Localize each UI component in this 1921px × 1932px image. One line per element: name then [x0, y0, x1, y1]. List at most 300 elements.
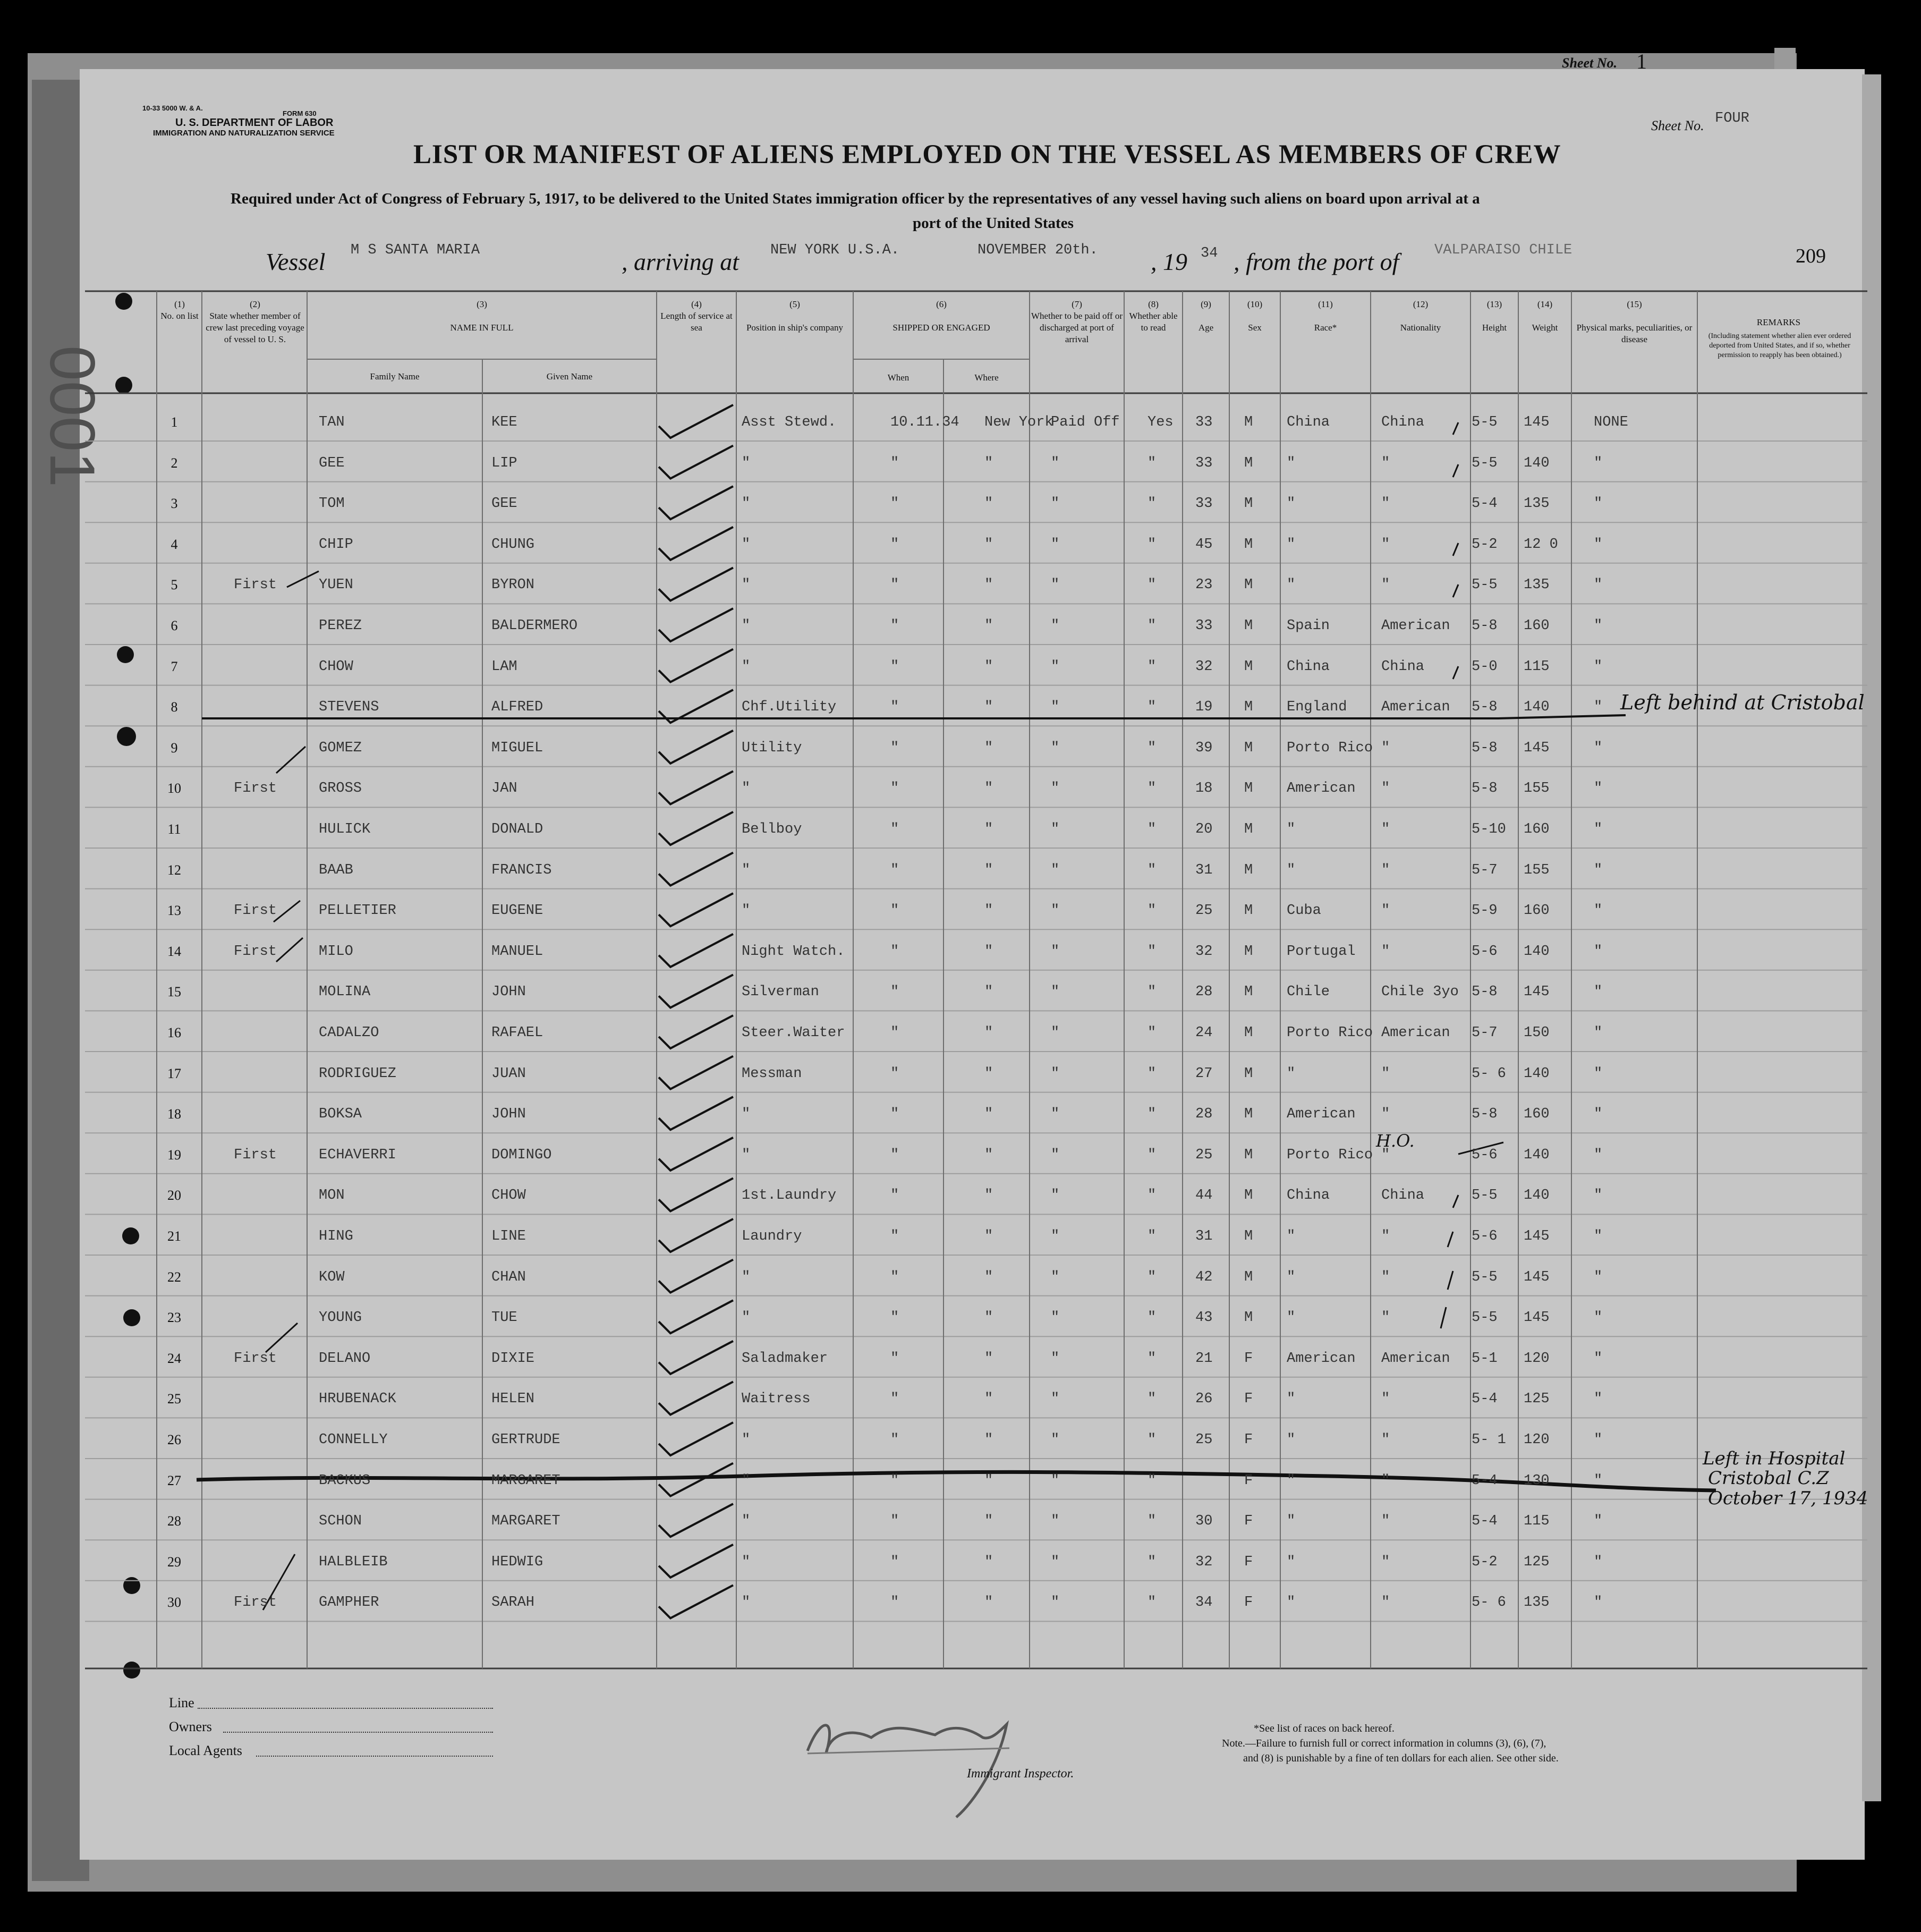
- cell-able-to-read: Yes: [1148, 414, 1174, 430]
- cell-physical-marks: ": [1594, 1188, 1603, 1204]
- cell-family-name: HING: [319, 1228, 353, 1244]
- cell-age: 31: [1195, 1228, 1213, 1244]
- cell-weight: 125: [1524, 1554, 1550, 1570]
- cell-physical-marks: ": [1594, 577, 1603, 594]
- cell-height: 5-5: [1472, 1310, 1498, 1326]
- cell-given-name: JOHN: [491, 1106, 526, 1123]
- cell-nationality: American: [1381, 699, 1450, 716]
- cell-previous-voyage: First: [234, 1595, 277, 1611]
- cell-able-to-read: ": [1148, 455, 1157, 471]
- cell-able-to-read: ": [1148, 1065, 1157, 1082]
- cell-weight: 160: [1524, 903, 1550, 919]
- cell-race: ": [1287, 1472, 1296, 1489]
- cell-family-name: ECHAVERRI: [319, 1147, 396, 1163]
- remarks-header: REMARKS: [1756, 317, 1801, 327]
- cell-age: 33: [1195, 455, 1213, 471]
- cell-row-number: 2: [171, 455, 178, 471]
- cell-shipped-when: ": [890, 740, 899, 756]
- cell-physical-marks: ": [1594, 903, 1603, 919]
- cell-family-name: DELANO: [319, 1350, 371, 1367]
- cell-able-to-read: ": [1148, 658, 1157, 675]
- cell-given-name: JOHN: [491, 984, 526, 1001]
- cell-position: ": [742, 536, 751, 553]
- cell-weight: 160: [1524, 821, 1550, 837]
- cell-weight: 120: [1524, 1432, 1550, 1448]
- local-agents-underline: [256, 1756, 493, 1757]
- cell-weight: 140: [1524, 1065, 1550, 1082]
- cell-height: 5-4: [1472, 1391, 1498, 1408]
- cell-sex: M: [1244, 414, 1253, 430]
- cell-nationality: ": [1381, 821, 1390, 837]
- cell-race: ": [1287, 1391, 1296, 1408]
- cell-row-number: 11: [167, 821, 181, 837]
- cell-nationality: ": [1381, 455, 1390, 471]
- cell-weight: 12 0: [1524, 536, 1558, 553]
- cell-weight: 145: [1524, 740, 1550, 756]
- cell-shipped-where: ": [984, 1147, 993, 1163]
- cell-sex: F: [1244, 1595, 1253, 1611]
- col-6-header: (6) SHIPPED OR ENGAGED: [892, 299, 990, 333]
- cell-shipped-when: ": [890, 1513, 899, 1530]
- cell-able-to-read: ": [1148, 1472, 1157, 1489]
- cell-weight: 145: [1524, 1310, 1550, 1326]
- cell-sex: M: [1244, 658, 1253, 675]
- cell-shipped-when: ": [890, 1065, 899, 1082]
- cell-weight: 130: [1524, 1472, 1550, 1489]
- cell-race: ": [1287, 862, 1296, 878]
- cell-position: 1st.Laundry: [742, 1188, 837, 1204]
- row27-remark-2: Cristobal C.Z: [1708, 1468, 1829, 1489]
- cell-position: Waitress: [742, 1391, 811, 1408]
- col-3-given: Given Name: [546, 371, 593, 382]
- cell-age: 28: [1195, 984, 1213, 1001]
- cell-shipped-where: ": [984, 1513, 993, 1530]
- cell-position: Utility: [742, 740, 802, 756]
- cell-family-name: PELLETIER: [319, 903, 396, 919]
- cell-sex: F: [1244, 1472, 1253, 1489]
- cell-nationality: ": [1381, 1432, 1390, 1448]
- cell-position: ": [742, 658, 751, 675]
- cell-physical-marks: ": [1594, 618, 1603, 634]
- cell-shipped-when: ": [890, 496, 899, 512]
- cell-able-to-read: ": [1148, 1228, 1157, 1244]
- cell-physical-marks: ": [1594, 1513, 1603, 1530]
- cell-shipped-where: ": [984, 821, 993, 837]
- cell-row-number: 17: [167, 1065, 181, 1081]
- cell-row-number: 1: [171, 414, 178, 430]
- owners-underline: [223, 1732, 493, 1733]
- svg-text:0001: 0001: [37, 345, 108, 487]
- col-9-header: (9) Age: [1198, 299, 1214, 333]
- col-8-header: (8) Whether able to read: [1129, 299, 1178, 333]
- cell-able-to-read: ": [1148, 1554, 1157, 1570]
- cell-nationality: American: [1381, 1025, 1450, 1041]
- cell-previous-voyage: First: [234, 577, 277, 594]
- cell-age: 23: [1195, 577, 1213, 594]
- year-label: , 19: [1151, 248, 1187, 275]
- cell-age: 26: [1195, 1391, 1213, 1408]
- cell-position: ": [742, 1554, 751, 1570]
- cell-age: 34: [1195, 1595, 1213, 1611]
- cell-sex: M: [1244, 1310, 1253, 1326]
- cell-nationality: ": [1381, 862, 1390, 878]
- cell-race: ": [1287, 1228, 1296, 1244]
- cell-able-to-read: ": [1148, 821, 1157, 837]
- cell-height: 5- 1: [1472, 1432, 1506, 1448]
- cell-weight: 125: [1524, 1391, 1550, 1408]
- cell-given-name: HEDWIG: [491, 1554, 543, 1570]
- cell-able-to-read: ": [1148, 1147, 1157, 1163]
- cell-nationality: American: [1381, 618, 1450, 634]
- cell-family-name: CHOW: [319, 658, 353, 675]
- sheet-no-value: FOUR: [1715, 111, 1749, 126]
- cell-given-name: JUAN: [491, 1065, 526, 1082]
- cell-physical-marks: ": [1594, 821, 1603, 837]
- col-10-header: (10) Sex: [1247, 299, 1263, 333]
- cell-able-to-read: ": [1148, 1513, 1157, 1530]
- cell-position: Steer.Waiter: [742, 1025, 845, 1041]
- cell-paid-off: ": [1051, 1472, 1060, 1489]
- cell-given-name: MANUEL: [491, 943, 543, 960]
- cell-race: ": [1287, 1432, 1296, 1448]
- cell-family-name: HALBLEIB: [319, 1554, 388, 1570]
- cell-nationality: ": [1381, 577, 1390, 594]
- cell-previous-voyage: First: [234, 943, 277, 960]
- cell-age: 25: [1195, 1147, 1213, 1163]
- cell-physical-marks: ": [1594, 536, 1603, 553]
- col-11-header: (11) Race*: [1314, 299, 1337, 333]
- cell-weight: 145: [1524, 1228, 1550, 1244]
- cell-given-name: ALFRED: [491, 699, 543, 716]
- cell-shipped-when: ": [890, 658, 899, 675]
- cell-position: ": [742, 903, 751, 919]
- page-number: 209: [1796, 245, 1826, 267]
- cell-row-number: 21: [167, 1228, 181, 1244]
- cell-nationality: China: [1381, 1188, 1425, 1204]
- cell-age: 25: [1195, 903, 1213, 919]
- cell-row-number: 28: [167, 1513, 181, 1529]
- cell-height: 5-6: [1472, 1228, 1498, 1244]
- cell-shipped-when: 10.11.34: [890, 414, 959, 430]
- cell-sex: F: [1244, 1432, 1253, 1448]
- cell-shipped-when: ": [890, 699, 899, 716]
- cell-previous-voyage: First: [234, 903, 277, 919]
- cell-race: England: [1287, 699, 1347, 716]
- cell-paid-off: ": [1051, 821, 1060, 837]
- cell-weight: 140: [1524, 455, 1550, 471]
- cell-shipped-where: ": [984, 658, 993, 675]
- cell-physical-marks: ": [1594, 1025, 1603, 1041]
- cell-shipped-where: ": [984, 1025, 993, 1041]
- races-note: *See list of races on back hereof.: [1254, 1723, 1395, 1734]
- cell-shipped-where: ": [984, 536, 993, 553]
- cell-shipped-when: ": [890, 618, 899, 634]
- cell-weight: 160: [1524, 1106, 1550, 1123]
- row27-remark-1: Left in Hospital: [1703, 1448, 1846, 1469]
- cell-able-to-read: ": [1148, 862, 1157, 878]
- cell-position: ": [742, 1472, 751, 1489]
- cell-sex: M: [1244, 577, 1253, 594]
- cell-able-to-read: ": [1148, 577, 1157, 594]
- cell-weight: 150: [1524, 1025, 1550, 1041]
- cell-shipped-where: ": [984, 984, 993, 1001]
- cell-shipped-when: ": [890, 1269, 899, 1285]
- cell-sex: M: [1244, 1106, 1253, 1123]
- cell-nationality: ": [1381, 903, 1390, 919]
- cell-paid-off: ": [1051, 1554, 1060, 1570]
- cell-nationality: ": [1381, 1106, 1390, 1123]
- cell-nationality: ": [1381, 1391, 1390, 1408]
- cell-family-name: GAMPHER: [319, 1595, 379, 1611]
- cell-nationality: ": [1381, 1310, 1390, 1326]
- cell-given-name: EUGENE: [491, 903, 543, 919]
- cell-family-name: MOLINA: [319, 984, 371, 1001]
- cell-weight: 145: [1524, 414, 1550, 430]
- cell-able-to-read: ": [1148, 699, 1157, 716]
- cell-age: 32: [1195, 658, 1213, 675]
- cell-family-name: GROSS: [319, 781, 362, 797]
- cell-able-to-read: ": [1148, 536, 1157, 553]
- cell-shipped-where: ": [984, 1310, 993, 1326]
- cell-position: ": [742, 618, 751, 634]
- cell-shipped-when: ": [890, 1391, 899, 1408]
- cell-race: ": [1287, 496, 1296, 512]
- cell-nationality: ": [1381, 1554, 1390, 1570]
- cell-physical-marks: ": [1594, 1472, 1603, 1489]
- cell-shipped-where: ": [984, 781, 993, 797]
- cell-paid-off: ": [1051, 1310, 1060, 1326]
- cell-nationality: ": [1381, 1595, 1390, 1611]
- cell-shipped-where: ": [984, 618, 993, 634]
- cell-height: 5-2: [1472, 536, 1498, 553]
- cell-physical-marks: ": [1594, 1228, 1603, 1244]
- cell-shipped-when: ": [890, 1350, 899, 1367]
- remarks-note: (Including statement whether alien ever ordered deported from United States, and if so, whether permission to reapply has been obtained.): [1708, 332, 1851, 359]
- cell-age: 33: [1195, 496, 1213, 512]
- cell-age: 28: [1195, 1106, 1213, 1123]
- cell-physical-marks: ": [1594, 1065, 1603, 1082]
- cell-row-number: 8: [171, 699, 178, 715]
- cell-row-number: 18: [167, 1106, 181, 1122]
- cell-weight: 135: [1524, 496, 1550, 512]
- col-6-when: When: [887, 372, 910, 383]
- cell-shipped-where: ": [984, 740, 993, 756]
- cell-able-to-read: ": [1148, 781, 1157, 797]
- form-number: FORM 630: [283, 109, 317, 117]
- cell-race: Cuba: [1287, 903, 1321, 919]
- cell-family-name: TAN: [319, 414, 345, 430]
- cell-able-to-read: ": [1148, 1432, 1157, 1448]
- cell-position: ": [742, 1269, 751, 1285]
- cell-shipped-when: ": [890, 1310, 899, 1326]
- cell-shipped-where: ": [984, 1350, 993, 1367]
- department-name: U. S. DEPARTMENT OF LABOR: [175, 117, 334, 129]
- cell-race: Porto Rico: [1287, 1147, 1373, 1163]
- cell-sex: M: [1244, 943, 1253, 960]
- cell-height: 5-1: [1472, 1350, 1498, 1367]
- cell-able-to-read: ": [1148, 1106, 1157, 1123]
- cell-height: 5-2: [1472, 1554, 1498, 1570]
- cell-given-name: MIGUEL: [491, 740, 543, 756]
- col-15-header: (15) Physical marks, peculiarities, or disease: [1576, 299, 1693, 344]
- cell-race: Chile: [1287, 984, 1330, 1001]
- cell-shipped-when: ": [890, 1106, 899, 1123]
- cell-physical-marks: ": [1594, 496, 1603, 512]
- cell-given-name: CHOW: [491, 1188, 526, 1204]
- cell-weight: 120: [1524, 1350, 1550, 1367]
- cell-shipped-when: ": [890, 1188, 899, 1204]
- cell-nationality: ": [1381, 943, 1390, 960]
- cell-row-number: 26: [167, 1432, 181, 1447]
- cell-given-name: LIP: [491, 455, 517, 471]
- cell-height: 5- 6: [1472, 1595, 1506, 1611]
- cell-shipped-when: ": [890, 984, 899, 1001]
- cell-weight: 160: [1524, 618, 1550, 634]
- cell-physical-marks: ": [1594, 1310, 1603, 1326]
- cell-paid-off: ": [1051, 740, 1060, 756]
- cell-row-number: 29: [167, 1554, 181, 1570]
- cell-physical-marks: ": [1594, 1269, 1603, 1285]
- col-13-header: (13) Height: [1482, 299, 1507, 333]
- cell-race: ": [1287, 1554, 1296, 1570]
- cell-height: 5- 6: [1472, 1065, 1506, 1082]
- cell-age: 25: [1195, 1432, 1213, 1448]
- cell-given-name: MARGARET: [491, 1513, 560, 1530]
- cell-shipped-when: ": [890, 536, 899, 553]
- cell-row-number: 16: [167, 1025, 181, 1040]
- cell-row-number: 13: [167, 903, 181, 919]
- cell-paid-off: ": [1051, 1595, 1060, 1611]
- cell-race: Porto Rico: [1287, 1025, 1373, 1041]
- cell-shipped-when: ": [890, 1554, 899, 1570]
- cell-row-number: 22: [167, 1269, 181, 1285]
- cell-sex: M: [1244, 1269, 1253, 1285]
- cell-given-name: HELEN: [491, 1391, 535, 1408]
- subtitle-line-1: Required under Act of Congress of February 5, 1917, to be delivered to the United States immigration officer by the representatives of any vessel having such aliens on board upon arrival at a: [231, 190, 1480, 207]
- cell-given-name: JAN: [491, 781, 517, 797]
- cell-physical-marks: ": [1594, 1106, 1603, 1123]
- cell-sex: M: [1244, 1065, 1253, 1082]
- cell-age: 39: [1195, 740, 1213, 756]
- cell-given-name: FRANCIS: [491, 862, 552, 878]
- immigrant-inspector-label: Immigrant Inspector.: [967, 1767, 1074, 1781]
- cell-able-to-read: ": [1148, 984, 1157, 1001]
- cell-age: 31: [1195, 862, 1213, 878]
- cell-race: ": [1287, 455, 1296, 471]
- cell-position: Silverman: [742, 984, 819, 1001]
- cell-row-number: 4: [171, 536, 178, 552]
- cell-row-number: 19: [167, 1147, 181, 1163]
- cell-physical-marks: ": [1594, 455, 1603, 471]
- year-value: 34: [1201, 245, 1218, 261]
- cell-nationality: ": [1381, 536, 1390, 553]
- vessel-label: Vessel: [266, 248, 326, 275]
- cell-weight: 140: [1524, 943, 1550, 960]
- cell-able-to-read: ": [1148, 1269, 1157, 1285]
- cell-able-to-read: ": [1148, 1595, 1157, 1611]
- cell-shipped-where: ": [984, 496, 993, 512]
- cell-race: American: [1287, 1106, 1356, 1123]
- cell-paid-off: ": [1051, 658, 1060, 675]
- cell-nationality: American: [1381, 1350, 1450, 1367]
- cell-shipped-when: ": [890, 943, 899, 960]
- cell-height: 5-6: [1472, 943, 1498, 960]
- cell-family-name: TOM: [319, 496, 345, 512]
- cell-position: ": [742, 1147, 751, 1163]
- cell-race: China: [1287, 1188, 1330, 1204]
- cell-height: 5-4: [1472, 1472, 1498, 1489]
- cell-paid-off: ": [1051, 536, 1060, 553]
- from-port-label: , from the port of: [1234, 248, 1399, 275]
- cell-shipped-where: ": [984, 577, 993, 594]
- cell-given-name: CHAN: [491, 1269, 526, 1285]
- cell-weight: 155: [1524, 862, 1550, 878]
- cell-given-name: RAFAEL: [491, 1025, 543, 1041]
- cell-shipped-where: ": [984, 943, 993, 960]
- cell-given-name: DOMINGO: [491, 1147, 552, 1163]
- cell-shipped-when: ": [890, 1025, 899, 1041]
- cell-race: Portugal: [1287, 943, 1356, 960]
- cell-row-number: 14: [167, 943, 181, 959]
- cell-able-to-read: ": [1148, 1188, 1157, 1204]
- cell-nationality: ": [1381, 1269, 1390, 1285]
- col-1-header: (1) No. on list: [160, 299, 199, 321]
- cell-shipped-where: ": [984, 1432, 993, 1448]
- cell-family-name: CONNELLY: [319, 1432, 388, 1448]
- cell-able-to-read: ": [1148, 903, 1157, 919]
- cell-family-name: GOMEZ: [319, 740, 362, 756]
- cell-age: 43: [1195, 1310, 1213, 1326]
- cell-shipped-when: ": [890, 1472, 899, 1489]
- cell-family-name: HRUBENACK: [319, 1391, 396, 1408]
- cell-previous-voyage: First: [234, 1350, 277, 1367]
- cell-family-name: HULICK: [319, 821, 371, 837]
- cell-physical-marks: ": [1594, 740, 1603, 756]
- cell-sex: M: [1244, 781, 1253, 797]
- cell-paid-off: ": [1051, 903, 1060, 919]
- cell-height: 5-7: [1472, 1025, 1498, 1041]
- cell-family-name: CHIP: [319, 536, 353, 553]
- cell-given-name: LAM: [491, 658, 517, 675]
- cell-sex: F: [1244, 1350, 1253, 1367]
- cell-age: 21: [1195, 1350, 1213, 1367]
- page-title: LIST OR MANIFEST OF ALIENS EMPLOYED ON THE VESSEL AS MEMBERS OF CREW: [413, 140, 1561, 170]
- cell-able-to-read: ": [1148, 943, 1157, 960]
- cell-paid-off: ": [1051, 577, 1060, 594]
- cell-family-name: SCHON: [319, 1513, 362, 1530]
- cell-able-to-read: ": [1148, 1391, 1157, 1408]
- cell-paid-off: ": [1051, 1228, 1060, 1244]
- cell-position: ": [742, 862, 751, 878]
- cell-physical-marks: ": [1594, 1432, 1603, 1448]
- cell-family-name: STEVENS: [319, 699, 379, 716]
- cell-shipped-when: ": [890, 781, 899, 797]
- cell-race: ": [1287, 577, 1296, 594]
- cell-shipped-when: ": [890, 1228, 899, 1244]
- cell-family-name: PEREZ: [319, 618, 362, 634]
- cell-position: ": [742, 1513, 751, 1530]
- cell-physical-marks: ": [1594, 1391, 1603, 1408]
- cell-sex: M: [1244, 740, 1253, 756]
- cell-paid-off: ": [1051, 984, 1060, 1001]
- cell-given-name: CHUNG: [491, 536, 535, 553]
- cell-paid-off: ": [1051, 1513, 1060, 1530]
- cell-shipped-when: ": [890, 862, 899, 878]
- cell-shipped-where: ": [984, 1472, 993, 1489]
- cell-given-name: GERTRUDE: [491, 1432, 560, 1448]
- cell-position: ": [742, 781, 751, 797]
- cell-nationality: ": [1381, 1513, 1390, 1530]
